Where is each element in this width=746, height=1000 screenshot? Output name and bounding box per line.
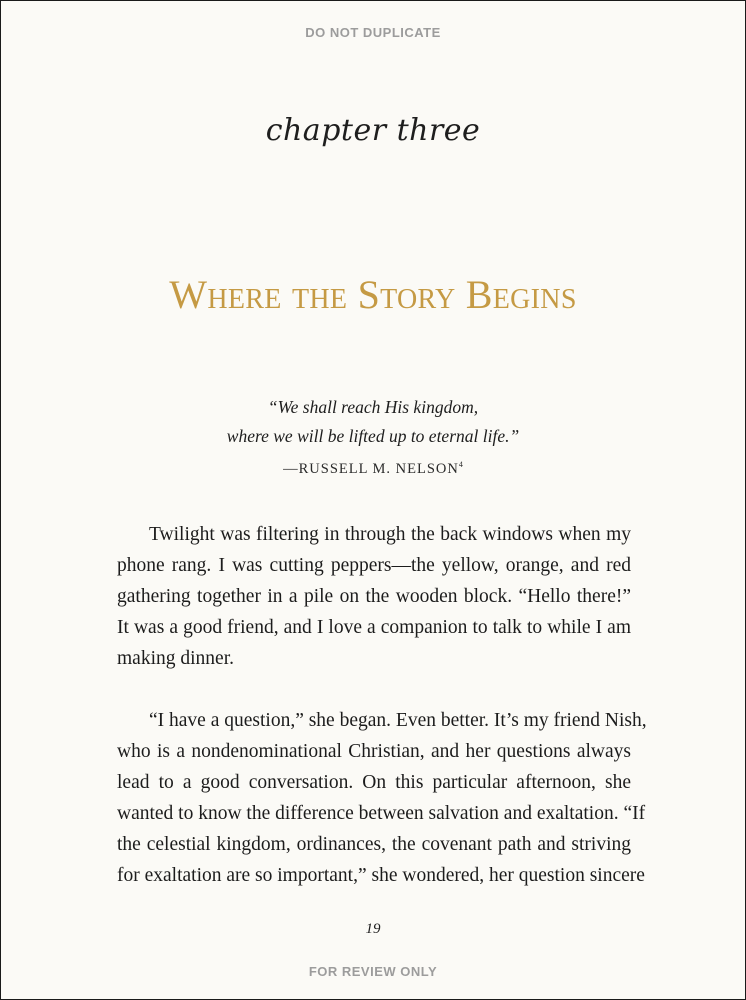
text-line: who is a nondenominational Christian, and her questions always — [117, 741, 631, 762]
epigraph-attribution — [1, 460, 745, 478]
epigraph-quote — [1, 393, 745, 451]
text-line: making dinner. — [117, 648, 234, 669]
watermark-top: DO NOT DUPLICATE — [305, 25, 441, 40]
text-line: the celestial kingdom, ordinances, the covenant path and striving — [117, 834, 631, 855]
watermark-bottom: FOR REVIEW ONLY — [308, 964, 438, 979]
footnote-reference: 4 — [458, 460, 463, 469]
text-line: gathering together in a pile on the wooden block. “Hello there!” — [117, 586, 631, 607]
page-number: 19 — [365, 921, 381, 937]
text-line: It was a good friend, and I love a companion to talk to while I am — [117, 617, 631, 638]
text-line: for exaltation are so important,” she wondered, her question sincere — [117, 865, 645, 886]
text-line: lead to a good conversation. On this particular afternoon, she — [117, 772, 631, 793]
text-line: phone rang. I was cutting peppers—the yellow, orange, and red — [117, 555, 631, 576]
body-paragraph-2 — [117, 705, 647, 891]
attribution-name: —RUSSELL M. NELSON — [283, 461, 459, 477]
chapter-title: Where the Story Begins — [169, 272, 577, 317]
text-line: Twilight was filtering in through the back windows when my — [149, 524, 631, 545]
body-paragraph-1 — [117, 519, 631, 674]
chapter-label: chapter three — [265, 113, 481, 148]
epigraph-line: where we will be lifted up to eternal life.” — [226, 426, 520, 446]
epigraph-line: “We shall reach His kingdom, — [267, 397, 479, 417]
text-line: “I have a question,” she began. Even better. It’s my friend Nish, — [149, 710, 647, 731]
text-line: wanted to know the difference between salvation and exaltation. “If — [117, 803, 646, 824]
